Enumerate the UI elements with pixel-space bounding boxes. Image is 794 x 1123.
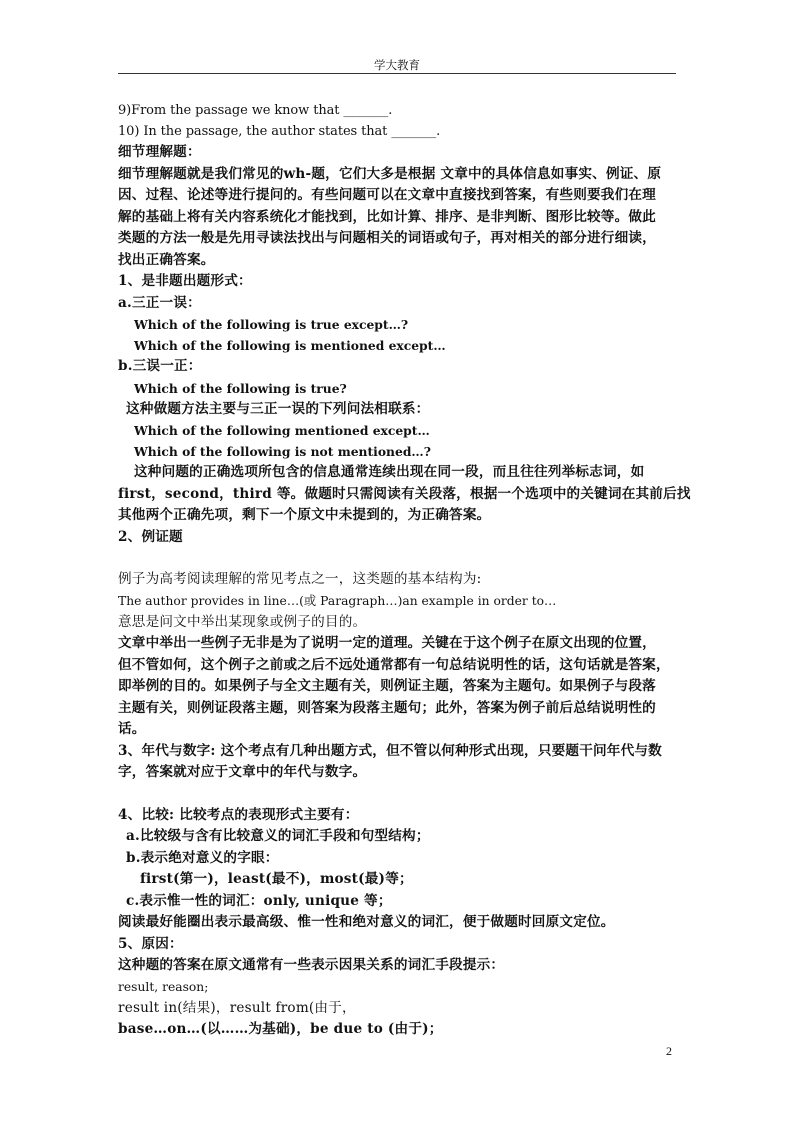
paragraph-line: 解的基础上将有关内容系统化才能找到，比如计算、排序、是非判断、图形比较等。做此 bbox=[118, 208, 656, 225]
paragraph-line: 字，答案就对应于文章中的年代与数字。 bbox=[118, 764, 367, 780]
list-item-a: a.比较级与含有比较意义的词汇手段和句型结构； bbox=[126, 828, 430, 844]
paragraph-line: 类题的方法一般是先用寻读法找出与问题相关的词语或句子，再对相关的部分进行细读， bbox=[118, 230, 656, 246]
example-words: result in(结果)，result from(由于， bbox=[118, 999, 356, 1016]
list-item-a: a.三正一误： bbox=[118, 294, 201, 311]
paragraph-line: 找出正确答案。 bbox=[118, 251, 215, 268]
subheading-comparison: 4、比较: 比较考点的表现形式主要有： bbox=[118, 806, 359, 823]
paragraph-line: 这种题的答案在原文通常有一些表示因果关系的词汇手段提示： bbox=[118, 957, 505, 973]
paragraph-line: 例子为高考阅读理解的常见考点之一，这类题的基本结构为: bbox=[118, 571, 482, 587]
header-divider bbox=[118, 73, 676, 74]
subheading-example: 2、例证题 bbox=[118, 528, 183, 545]
subheading-years-numbers: 3、年代与数字: 这个考点有几种出题方式，但不管以何种形式出现，只要题干问年代与数 bbox=[118, 742, 662, 759]
section-heading-detail: 细节理解题： bbox=[118, 144, 201, 160]
list-item-c: c.表示惟一性的词汇：only, unique 等； bbox=[126, 892, 392, 909]
example-question: Which of the following is mentioned except… bbox=[134, 338, 446, 353]
paragraph-line: 这种做题方法主要与三正一误的下列问法相联系： bbox=[126, 400, 430, 417]
example-question: Which of the following mentioned except… bbox=[134, 423, 430, 438]
paragraph-line: 即举例的目的。如果例子与全文主题有关，则例证主题，答案为主题句。如果例子与段落 bbox=[118, 678, 656, 694]
example-question: The author provides in line…(或 Paragraph…)an example in order to… bbox=[118, 593, 557, 608]
paragraph-line: 阅读最好能圈出表示最高级、惟一性和绝对意义的词汇，便于做题时回原文定位。 bbox=[118, 914, 615, 930]
paragraph-line: 意思是问文中举出某现象或例子的目的。 bbox=[118, 613, 367, 630]
page-header: 学大教育 bbox=[374, 58, 420, 72]
paragraph-line: first，second，third 等。做题时只需阅读有关段落，根据一个选项中的关键词在其前后找 bbox=[118, 485, 691, 502]
example-words: result, reason; bbox=[118, 979, 209, 994]
paragraph-line: 这种问题的正确选项所包含的信息通常连续出现在同一段，而且往往列举标志词，如 bbox=[134, 464, 645, 480]
paragraph-line: 话。 bbox=[118, 721, 146, 737]
paragraph-line: 主题有关，则例证段落主题，则答案为段落主题句；此外，答案为例子前后总结说明性的 bbox=[118, 699, 656, 716]
question-9: 9)From the passage we know that _______. bbox=[118, 103, 393, 118]
paragraph-line: 其他两个正确先项，剩下一个原文中未提到的，为正确答案。 bbox=[118, 507, 491, 523]
list-item-b: b.三误一正： bbox=[118, 358, 202, 374]
paragraph-line: 但不管如何，这个例子之前或之后不远处通常都有一句总结说明性的话，这句话就是答案， bbox=[118, 656, 670, 673]
paragraph-line: 文章中举出一些例子无非是为了说明一定的道理。关键在于这个例子在原文出现的位置， bbox=[118, 635, 656, 651]
page-number: 2 bbox=[666, 1044, 672, 1058]
paragraph-line: 细节理解题就是我们常见的wh-题，它们大多是根据 文章中的具体信息如事实、例证、原 bbox=[118, 165, 662, 182]
blank-line bbox=[118, 784, 678, 805]
subheading-true-false: 1、是非题出题形式： bbox=[118, 273, 252, 289]
example-question: Which of the following is true? bbox=[134, 380, 347, 396]
document-body bbox=[118, 100, 691, 1041]
example-words: first(第一)，least(最不)，most(最)等； bbox=[140, 871, 413, 887]
blank-line bbox=[118, 548, 678, 569]
subheading-cause: 5、原因： bbox=[118, 935, 183, 952]
example-question: Which of the following is true except…? bbox=[134, 317, 409, 332]
paragraph-line: 因、过程、论述等进行提问的。有些问题可以在文章中直接找到答案，有些则要我们在理 bbox=[118, 187, 656, 203]
list-item-b: b.表示绝对意义的字眼： bbox=[126, 849, 279, 866]
example-question: Which of the following is not mentioned…? bbox=[134, 444, 431, 459]
question-10: 10) In the passage, the author states that _______. bbox=[118, 124, 441, 139]
example-words: base…on…(以……为基础)，be due to (由于)； bbox=[118, 1021, 443, 1037]
